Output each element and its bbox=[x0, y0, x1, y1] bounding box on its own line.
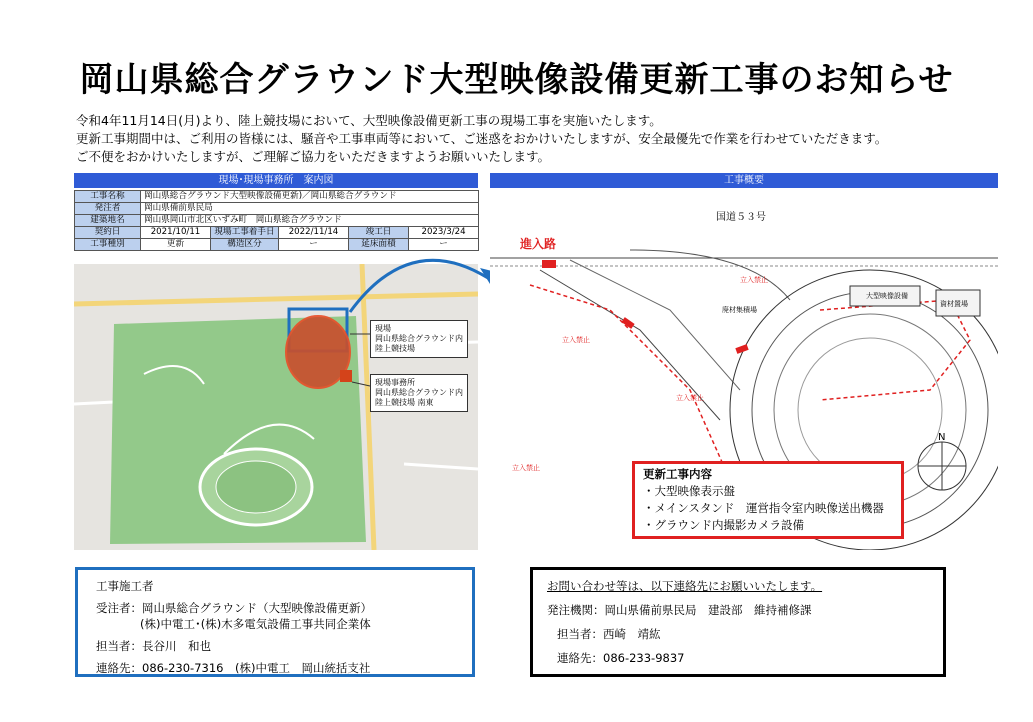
table-value: 2022/11/14 bbox=[279, 227, 349, 239]
screen-label: 大型映像設備 bbox=[866, 292, 908, 300]
table-label: 現場工事着手日 bbox=[211, 227, 279, 239]
table-value: 更新 bbox=[141, 239, 211, 251]
storage-label: 資材置場 bbox=[940, 300, 968, 308]
table-label: 契約日 bbox=[75, 227, 141, 239]
work-content-box bbox=[632, 461, 904, 539]
contact-box bbox=[530, 567, 946, 677]
road-label: 国道５３号 bbox=[716, 212, 766, 223]
overview-section-header: 工事概要 bbox=[490, 173, 998, 188]
table-value: 岡山県総合グラウンド大型映像設備更新)／岡山県総合グラウンド bbox=[141, 191, 479, 203]
north-label: N bbox=[938, 432, 946, 443]
table-value: 2023/3/24 bbox=[409, 227, 479, 239]
entrance-label: 進入路 bbox=[520, 237, 557, 251]
svg-text:立入禁止: 立入禁止 bbox=[512, 464, 540, 472]
table-label: 延床面積 bbox=[349, 239, 409, 251]
contractor-heading: 工事施工者 bbox=[96, 579, 154, 593]
table-value: 岡山県備前県民局 bbox=[141, 203, 479, 215]
table-value: ー bbox=[409, 239, 479, 251]
page-title: 岡山県総合グラウンド大型映像設備更新工事のお知らせ bbox=[79, 60, 954, 100]
office-callout: 現場事務所 岡山県総合グラウンド内 陸上競技場 南東 bbox=[370, 374, 468, 412]
svg-text:立入禁止: 立入禁止 bbox=[562, 336, 590, 344]
table-value: ー bbox=[279, 239, 349, 251]
contractor-line-1: 受注者：岡山県総合グラウンド（大型映像設備更新） bbox=[96, 601, 372, 615]
table-label: 構造区分 bbox=[211, 239, 279, 251]
list-item: ・メインスタンド 運営指令室内映像送出機器 bbox=[643, 501, 884, 515]
svg-text:立入禁止: 立入禁止 bbox=[676, 394, 704, 402]
waste-label: 廃材集積場 bbox=[722, 306, 757, 314]
table-label: 発注者 bbox=[75, 203, 141, 215]
intro-line-3: ご不便をおかけいたしますが、ご理解ご協力をいただきますようお願いいたします。 bbox=[76, 149, 551, 164]
table-row bbox=[75, 203, 479, 215]
contact-person: 担当者：西崎 靖紘 bbox=[557, 627, 661, 641]
table-label: 建築地名 bbox=[75, 215, 141, 227]
office-marker bbox=[340, 370, 352, 382]
contact-phone: 連絡先：086-233-9837 bbox=[557, 651, 685, 665]
table-value: 2021/10/11 bbox=[141, 227, 211, 239]
table-label: 竣工日 bbox=[349, 227, 409, 239]
link-arrow bbox=[340, 240, 510, 320]
map-section-header: 現場･現場事務所 案内図 bbox=[74, 173, 478, 188]
table-value: 岡山県岡山市北区いずみ町 岡山県総合グラウンド bbox=[141, 215, 479, 227]
work-heading: 更新工事内容 bbox=[643, 467, 712, 481]
table-row bbox=[75, 191, 479, 203]
no-entry-label: 立入禁止 bbox=[740, 276, 768, 284]
intro-line-1: 令和4年11月14日(月)より、陸上競技場において、大型映像設備更新工事の現場工事を実施いたします。 bbox=[76, 113, 662, 128]
list-item: ・大型映像表示盤 bbox=[643, 484, 735, 498]
restricted-boundary bbox=[530, 285, 730, 480]
table-label: 工事種別 bbox=[75, 239, 141, 251]
intro-text bbox=[76, 112, 996, 166]
table-row bbox=[75, 227, 479, 239]
table-row bbox=[75, 215, 479, 227]
contact-heading: お問い合わせ等は、以下連絡先にお願いいたします。 bbox=[547, 579, 823, 593]
contractor-line-2: (株)中電工･(株)木多電気設備工事共同企業体 bbox=[140, 617, 371, 631]
contractor-manager: 担当者：長谷川 和也 bbox=[96, 639, 211, 653]
contractor-phone: 連絡先：086-230-7316 (株)中電工 岡山統括支社 bbox=[96, 661, 371, 675]
site-callout: 現場 岡山県総合グラウンド内 陸上競技場 bbox=[370, 320, 468, 358]
list-item: ・グラウンド内撮影カメラ設備 bbox=[643, 518, 804, 532]
contact-org: 発注機関：岡山県備前県民局 建設部 維持補修課 bbox=[547, 603, 812, 617]
contractor-box bbox=[75, 567, 475, 677]
intro-line-2: 更新工事期間中は、ご利用の皆様には、騒音や工事車両等において、ご迷惑をおかけいたしますが、安全最優先で作業を行わせていただきます。 bbox=[76, 131, 888, 146]
table-label: 工事名称 bbox=[75, 191, 141, 203]
